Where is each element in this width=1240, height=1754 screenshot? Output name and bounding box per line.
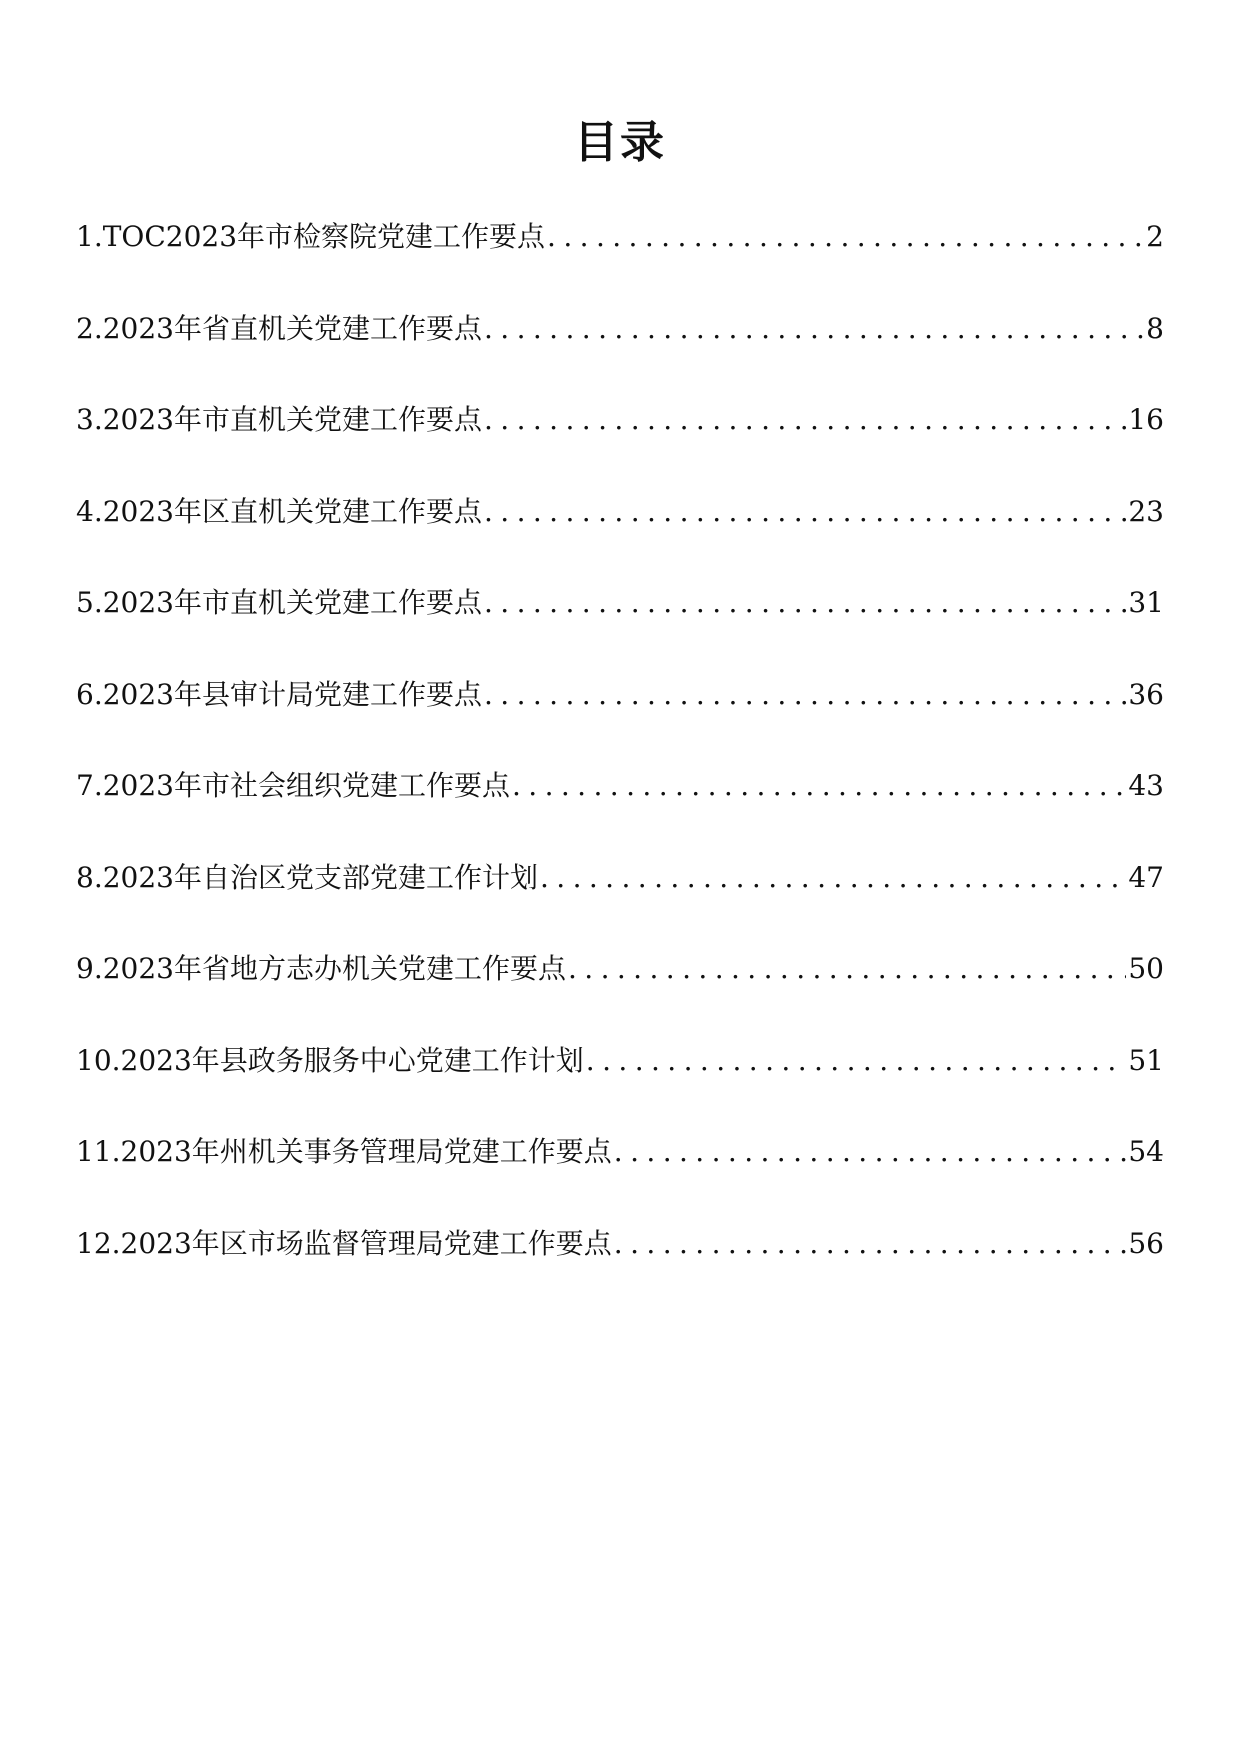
toc-entry-title[interactable]: 2023年自治区党支部党建工作计划 — [102, 860, 538, 894]
toc-dot-leader — [614, 1222, 1127, 1266]
page-title: 目录 — [574, 117, 666, 169]
toc-entry-number: 6. — [76, 677, 103, 711]
toc-dot-leader — [568, 947, 1126, 991]
toc-dot-leader — [484, 673, 1126, 717]
toc-entry-page[interactable]: 51 — [1128, 1043, 1164, 1077]
toc-entry-title[interactable]: 2023年县政务服务中心党建工作计划 — [120, 1043, 584, 1077]
toc-entry-title[interactable]: 2023年区直机关党建工作要点 — [102, 494, 482, 528]
toc-entry-number: 9. — [76, 952, 103, 985]
toc-dot-leader — [484, 307, 1144, 351]
toc-dot-leader — [484, 398, 1126, 442]
toc-entry-page[interactable]: 31 — [1128, 586, 1164, 619]
table-of-contents — [76, 215, 1164, 1313]
toc-entry-page[interactable]: 50 — [1128, 952, 1164, 985]
toc-entry-number: 7. — [76, 769, 103, 802]
toc-entry-title[interactable]: 2023年县审计局党建工作要点 — [102, 677, 482, 711]
toc-entry-11[interactable] — [76, 1130, 1164, 1222]
toc-dot-leader — [614, 1130, 1127, 1174]
toc-entry-7[interactable] — [76, 764, 1164, 856]
toc-entry-2[interactable] — [76, 307, 1164, 399]
toc-dot-leader — [484, 490, 1126, 534]
toc-entry-12[interactable] — [76, 1222, 1164, 1314]
toc-entry-title[interactable]: 2023年州机关事务管理局党建工作要点 — [120, 1135, 612, 1168]
toc-entry-title[interactable]: 2023年市直机关党建工作要点 — [102, 403, 482, 436]
toc-entry-4[interactable] — [76, 490, 1164, 582]
toc-entry-number: 10. — [76, 1043, 121, 1077]
toc-entry-title[interactable]: 2023年省直机关党建工作要点 — [102, 311, 482, 345]
toc-dot-leader — [484, 581, 1126, 625]
toc-entry-6[interactable] — [76, 673, 1164, 765]
toc-entry-9[interactable] — [76, 947, 1164, 1039]
toc-entry-number: 11. — [76, 1135, 121, 1168]
toc-entry-number: 3. — [76, 403, 103, 436]
toc-entry-page[interactable]: 43 — [1128, 769, 1164, 802]
toc-entry-number: 1. — [76, 220, 103, 253]
toc-entry-page[interactable]: 47 — [1128, 860, 1164, 894]
toc-entry-8[interactable] — [76, 856, 1164, 948]
toc-entry-number: 8. — [76, 860, 103, 894]
toc-entry-5[interactable] — [76, 581, 1164, 673]
toc-entry-number: 2. — [76, 311, 103, 345]
toc-entry-number: 4. — [76, 494, 103, 528]
toc-entry-page[interactable]: 56 — [1128, 1226, 1164, 1260]
toc-entry-page[interactable]: 23 — [1128, 494, 1164, 528]
toc-entry-title[interactable]: 2023年市社会组织党建工作要点 — [102, 769, 510, 802]
toc-entry-page[interactable]: 54 — [1128, 1135, 1164, 1168]
toc-dot-leader — [512, 764, 1126, 808]
toc-entry-number: 12. — [76, 1226, 121, 1260]
toc-entry-page[interactable]: 16 — [1128, 403, 1164, 436]
toc-entry-page[interactable]: 8 — [1146, 311, 1164, 345]
toc-dot-leader — [586, 1039, 1127, 1083]
toc-entry-title[interactable]: 2023年省地方志办机关党建工作要点 — [102, 952, 566, 985]
toc-entry-1[interactable] — [76, 215, 1164, 307]
toc-entry-3[interactable] — [76, 398, 1164, 490]
toc-dot-leader — [547, 215, 1144, 259]
toc-entry-title[interactable]: TOC2023年市检察院党建工作要点 — [102, 220, 546, 253]
toc-entry-title[interactable]: 2023年区市场监督管理局党建工作要点 — [120, 1226, 612, 1260]
toc-entry-page[interactable]: 2 — [1146, 220, 1164, 253]
toc-entry-10[interactable] — [76, 1039, 1164, 1131]
toc-dot-leader — [540, 856, 1126, 900]
toc-entry-number: 5. — [76, 586, 103, 619]
toc-entry-title[interactable]: 2023年市直机关党建工作要点 — [102, 586, 482, 619]
toc-entry-page[interactable]: 36 — [1128, 677, 1164, 711]
